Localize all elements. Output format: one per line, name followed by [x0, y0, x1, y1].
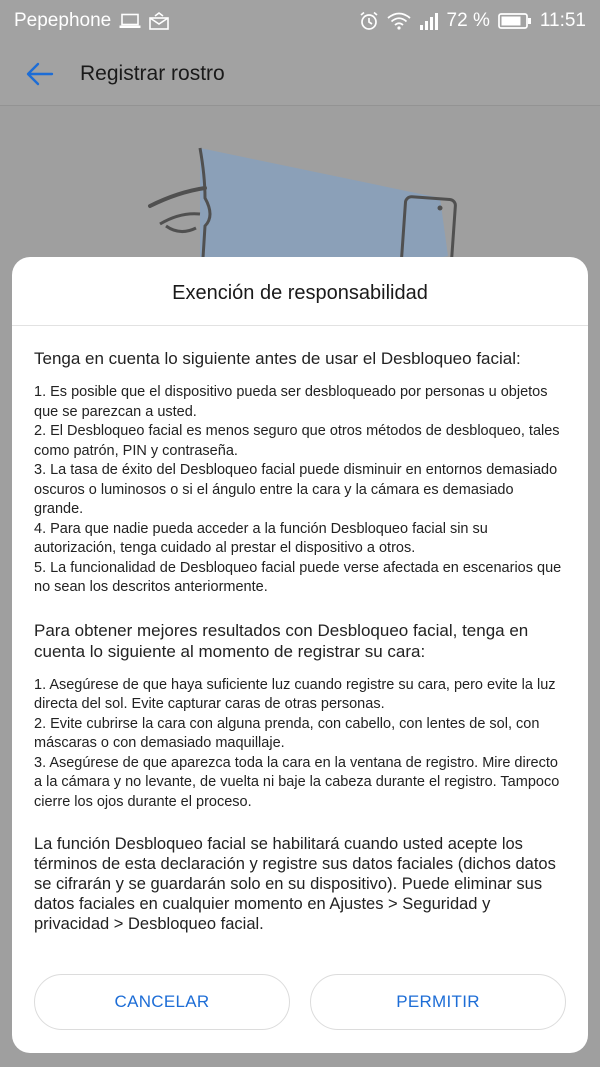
section1-list [34, 383, 566, 598]
final-statement: La función Desbloqueo facial se habilitará cuando usted acepte los términos de esta declaración y registre sus datos faciales (dichos datos se cifrarán y se guardarán solo en su dispositivo). Puede eliminar sus datos faciales en cualquier momento en Ajustes > Seguridad y privacidad > Desbloqueo facial. [34, 835, 556, 933]
list-item: 1. Es posible que el dispositivo pueda ser desbloqueado por personas u objetos que se parezcan a usted. [34, 384, 548, 420]
list-item: 4. Para que nadie pueda acceder a la función Desbloqueo facial sin su autorización, tenga cuidado al prestar el dispositivo a otros. [34, 520, 488, 556]
carrier-name: Pepephone [14, 10, 112, 31]
status-left [14, 10, 169, 32]
alarm-icon [359, 11, 379, 31]
list-item: 5. La funcionalidad de Desbloqueo facial puede verse afectada en escenarios que no sean los descritos anteriormente. [34, 559, 562, 595]
dialog-content [12, 326, 588, 934]
wifi-icon [387, 12, 411, 30]
section2-heading: Para obtener mejores resultados con Desbloqueo facial, tenga en cuenta lo siguiente al momento de registrar su cara: [34, 620, 529, 661]
dialog-title: Exención de responsabilidad [12, 257, 588, 326]
allow-button[interactable]: PERMITIR [310, 974, 566, 1030]
status-right [359, 10, 586, 32]
app-bar [0, 42, 600, 106]
list-item: 1. Asegúrese de que haya suficiente luz cuando registre su cara, pero evite la luz directa del sol. Evite capturar caras de otras personas. [34, 676, 556, 712]
laptop-icon [119, 13, 141, 29]
signal-icon [419, 12, 439, 30]
list-item: 2. El Desbloqueo facial es menos seguro que otros métodos de desbloqueo, tales como patrón, PIN y contraseña. [34, 423, 560, 459]
status-bar [0, 0, 600, 42]
page-title: Registrar rostro [80, 61, 225, 85]
battery-percent: 72 % [446, 10, 490, 31]
list-item: 3. La tasa de éxito del Desbloqueo facial puede disminuir en entornos demasiado oscuros o luminosos o si el ángulo entre la cara y la cámara es demasiado grande. [34, 462, 558, 517]
list-item: 3. Asegúrese de que aparezca toda la cara en la ventana de registro. Mire directo a la cámara y no levante, de vuelta ni baje la cabeza durante el registro. Tampoco cierre los ojos durante el proceso. [34, 754, 560, 810]
dialog-buttons [34, 974, 566, 1030]
mail-icon [149, 12, 169, 30]
back-button[interactable] [0, 42, 80, 106]
cancel-button[interactable]: CANCELAR [34, 974, 290, 1030]
list-item: 2. Evite cubrirse la cara con alguna prenda, con cabello, con lentes de sol, con máscaras o con demasiado maquillaje. [34, 715, 540, 751]
disclaimer-dialog [12, 257, 588, 1053]
back-arrow-icon [26, 62, 54, 86]
battery-icon [498, 12, 532, 30]
section2-list [34, 676, 566, 813]
section1-heading: Tenga en cuenta lo siguiente antes de usar el Desbloqueo facial: [34, 349, 521, 368]
status-time: 11:51 [539, 10, 586, 31]
